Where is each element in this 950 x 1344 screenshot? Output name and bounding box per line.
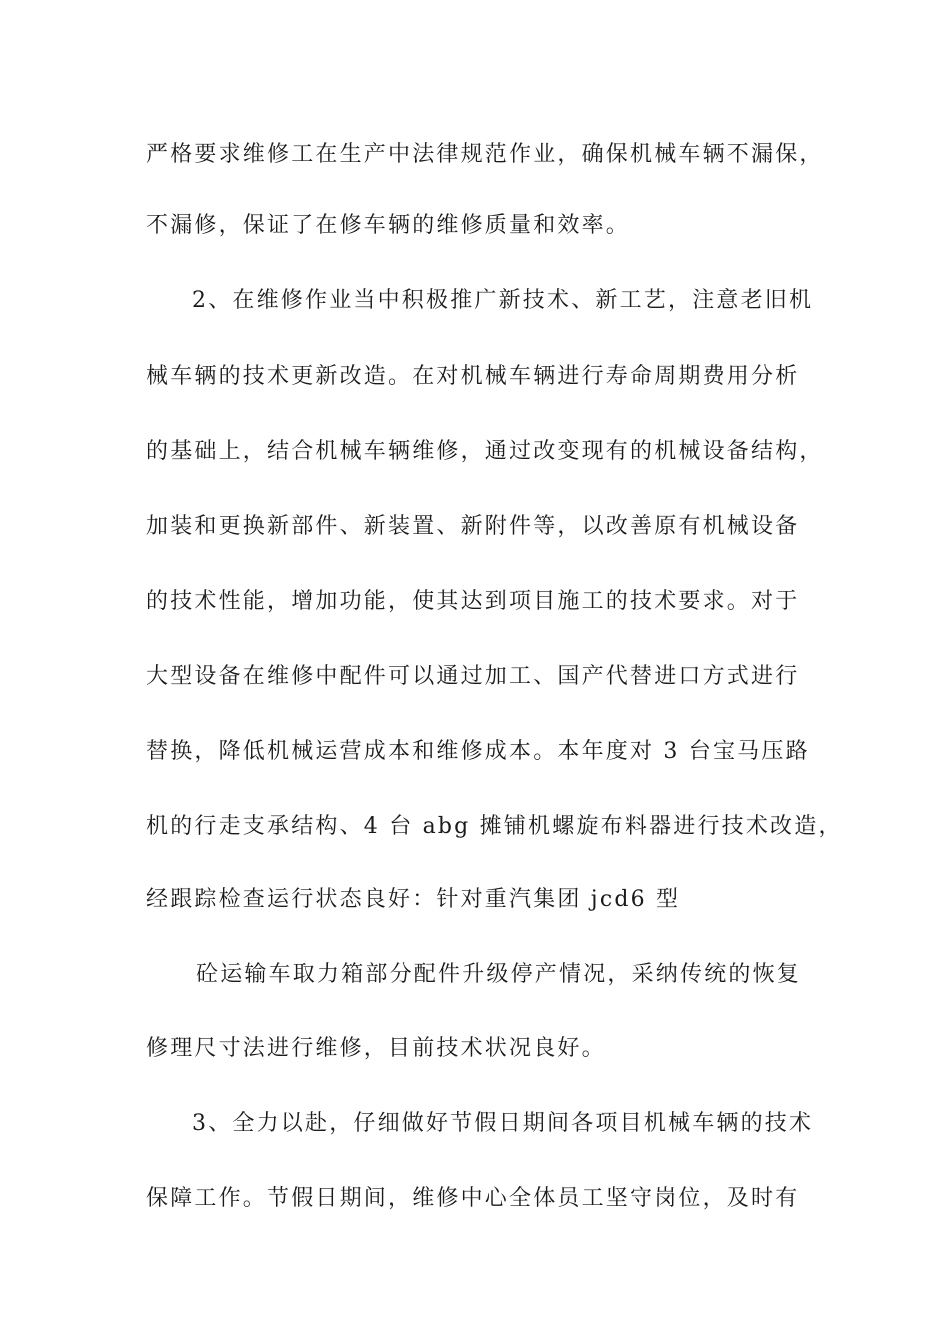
text-line-10: 机的行走支承结构、4 台 abg 摊铺机螺旋布料器进行技术改造，: [146, 814, 843, 839]
text-line-1: 严格要求维修工在生产中法律规范作业，确保机械车辆不漏保，: [146, 142, 824, 167]
text-line-13: 修理尺寸法进行维修，目前技术状况良好。: [146, 1036, 606, 1061]
text-line-14: 3、全力以赴，仔细做好节假日期间各项目机械车辆的技术: [192, 1111, 814, 1136]
text-line-4: 械车辆的技术更新改造。在对机械车辆进行寿命周期费用分析: [146, 364, 800, 389]
text-line-6: 加装和更换新部件、新装置、新附件等，以改善原有机械设备: [146, 514, 800, 539]
text-line-3: 2、在维修作业当中积极推广新技术、新工艺，注意老旧机: [192, 288, 814, 313]
text-line-11: 经跟踪检查运行状态良好：针对重汽集团 jcd6 型: [146, 887, 681, 912]
text-line-5: 的基础上，结合机械车辆维修，通过改变现有的机械设备结构，: [146, 439, 824, 464]
text-line-9: 替换，降低机械运营成本和维修成本。本年度对 3 台宝马压路: [146, 739, 810, 764]
text-line-2: 不漏修，保证了在修车辆的维修质量和效率。: [146, 213, 631, 238]
text-line-7: 的技术性能，增加功能，使其达到项目施工的技术要求。对于: [146, 589, 800, 614]
text-line-15: 保障工作。节假日期间，维修中心全体员工坚守岗位，及时有: [146, 1186, 800, 1211]
text-line-8: 大型设备在维修中配件可以通过加工、国产代替进口方式进行: [146, 664, 800, 689]
text-line-12: 砼运输车取力箱部分配件升级停产情况，采纳传统的恢复: [196, 962, 802, 987]
